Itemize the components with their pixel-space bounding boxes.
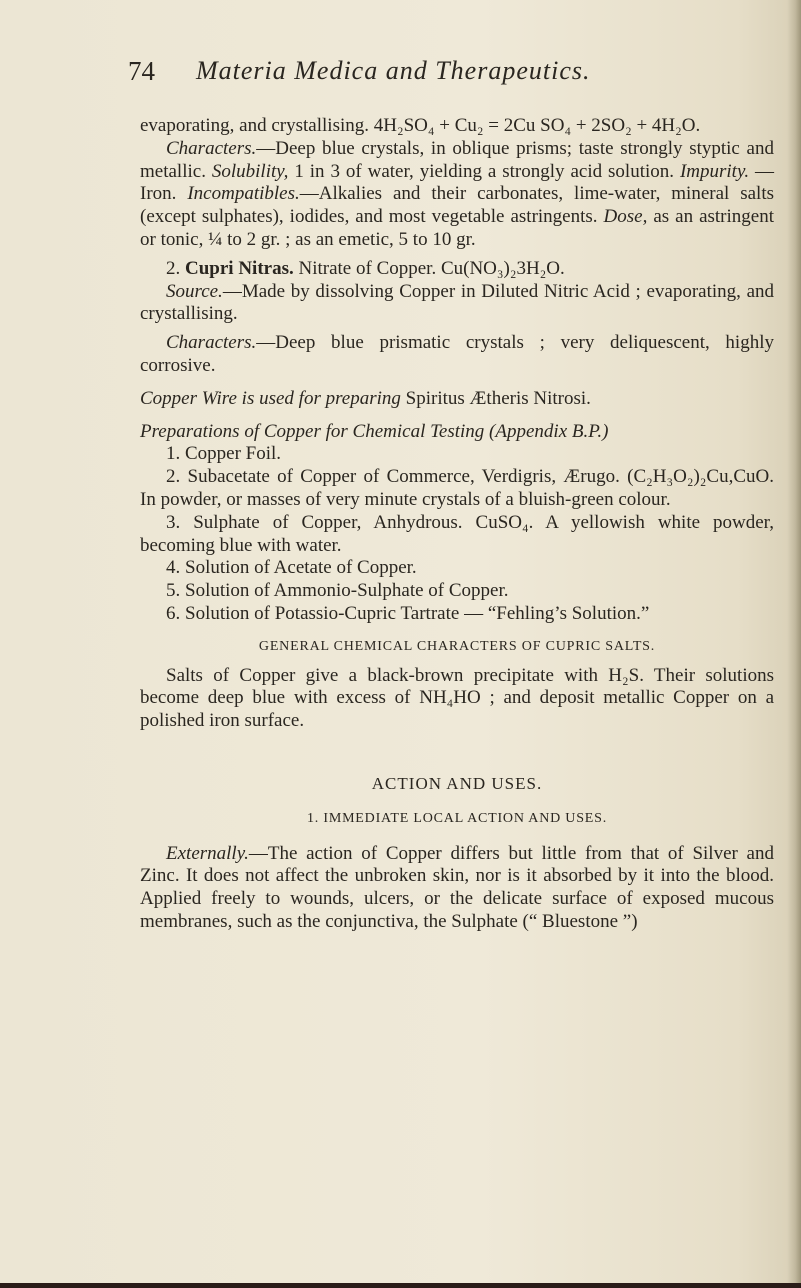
running-title: Materia Medica and Therapeutics. [196, 56, 591, 85]
drug-formula: Nitrate of Copper. Cu(NO₃)₂3H₂O. [293, 257, 565, 279]
drug-name: Cupri Nitras. [185, 257, 294, 279]
list-item: 4. Solution of Acetate of Copper. [166, 557, 417, 579]
list-item: 3. Sulphate of Copper, Anhydrous. CuSO₄. A yellowish white powder, becoming blue with water. [140, 511, 774, 556]
impurity-text: —Iron. [140, 160, 774, 205]
characters-text: —Deep blue crystals, in oblique prisms; taste strongly styptic and metallic. [140, 137, 774, 182]
general-characters-heading: GENERAL CHEMICAL CHARACTERS OF CUPRIC SALTS. [258, 638, 656, 654]
label-characters: Characters. [166, 137, 257, 159]
label-externally: Externally. [166, 842, 249, 864]
list-item: 1. Copper Foil. [166, 443, 282, 465]
label-dose: Dose, [603, 206, 648, 228]
dose-text: as an astringent or tonic, ¼ to 2 gr. ; as an emetic, 5 to 10 gr. [140, 206, 775, 250]
externally-text: —The action of Copper differs but little from that of Silver and Zinc. It does not affect the unbroken skin, nor is it absorbed by it into the blood. Applied freely to wounds, ulcers, or the delicate surface of exposed mucous membranes, such as the conjunctiva, the Sulphate (“ Bluestone ”) [140, 842, 774, 932]
immediate-local-action-heading: 1. IMMEDIATE LOCAL ACTION AND USES. [306, 810, 608, 826]
incompatibles-text: —Alkalies and their carbonates, lime-water, mineral salts (except sulphates), iodides, and most vegetable astringents. [140, 183, 775, 228]
copper-wire-text: Spiritus Ætheris Nitrosi. [400, 387, 591, 409]
paragraph-source [140, 281, 774, 327]
bottom-border [0, 1283, 801, 1288]
paragraph-copper-wire [140, 388, 774, 411]
paragraph-characters-2 [140, 332, 774, 378]
paragraph-general-characters: Salts of Copper give a black-brown precipitate with H₂S. Their solutions become deep blue with excess of NH₄HO ; and deposit metallic Copper on a polished iron surface. [140, 664, 774, 732]
paragraph-characters [140, 138, 774, 252]
label-source: Source. [166, 280, 223, 302]
page-body [140, 115, 774, 934]
label-copper-wire: Copper Wire is used for preparing [140, 387, 401, 409]
page-number: 74 [128, 56, 155, 86]
label-solubility: Solubility, [211, 160, 289, 182]
label-characters-2: Characters. [166, 332, 257, 354]
characters-2-text: —Deep blue prismatic crystals ; very deliquescent, highly corrosive. [140, 332, 774, 376]
paragraph-cupri-nitras [140, 258, 774, 281]
list-item: 5. Solution of Ammonio-Sulphate of Copper. [166, 580, 509, 602]
paragraph-externally [140, 843, 774, 934]
action-uses-heading: ACTION AND USES. [371, 773, 543, 793]
page-edge-shadow [787, 0, 801, 1288]
page-header [128, 56, 688, 96]
list-item: 2. Subacetate of Copper of Commerce, Verdigris, Ærugo. (C₂H₃O₂)₂Cu,CuO. In powder, or masses of very minute crystals of a bluish-green colour. [140, 466, 774, 510]
source-text: —Made by dissolving Copper in Diluted Nitric Acid ; evaporating, and crystallising. [140, 280, 774, 325]
paragraph-equation: evaporating, and crystallising. 4H₂SO₄ + Cu₂ = 2Cu SO₄ + 2SO₂ + 4H₂O. [140, 115, 701, 136]
list-item: 6. Solution of Potassio-Cupric Tartrate — “Fehling’s Solution.” [166, 602, 650, 624]
item-number: 2. [166, 257, 185, 279]
label-incompatibles: Incompatibles. [187, 183, 300, 205]
paragraph-preparations [140, 421, 774, 444]
preparations-heading: Preparations of Copper for Chemical Testing (Appendix B.P.) [140, 420, 609, 442]
label-impurity: Impurity. [679, 160, 750, 182]
solubility-text: 1 in 3 of water, yielding a strongly acid solution. [288, 160, 680, 182]
